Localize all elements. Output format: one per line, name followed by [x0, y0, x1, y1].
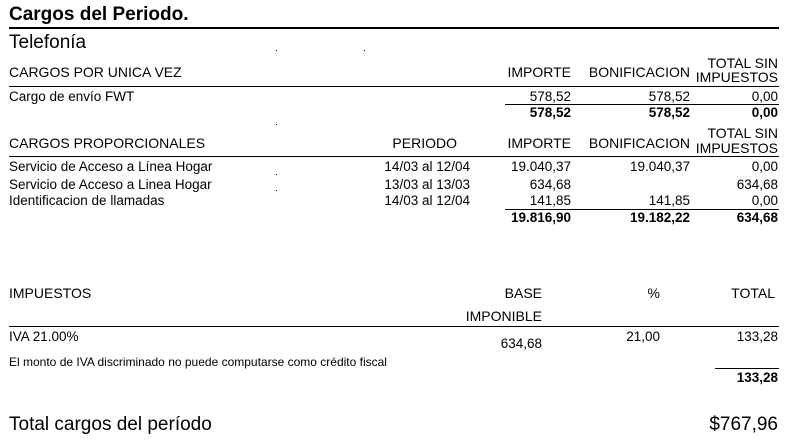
unica-header-importe: IMPORTE [507, 64, 571, 80]
imp-header-total: TOTAL [731, 285, 775, 301]
imp-note: El monto de IVA discriminado no puede computarse como crédito fiscal [9, 355, 387, 369]
unica-subtotal-bonificacion: 578,52 [648, 105, 690, 120]
section-title: Telefonía [9, 32, 87, 53]
prop-header-rule [9, 156, 779, 157]
imp-subtotal-rule [715, 368, 779, 369]
prop-subtotal-bonificacion: 19.182,22 [629, 210, 690, 225]
prop-row-periodo: 13/03 al 13/03 [384, 177, 470, 192]
title-rule [9, 27, 779, 29]
prop-row-importe: 634,68 [529, 177, 571, 192]
unica-subtotal-total: 0,00 [751, 105, 778, 120]
prop-header-total-1: TOTAL SIN [707, 125, 778, 141]
imp-row-desc: IVA 21.00% [9, 329, 79, 344]
prop-header-periodo: PERIODO [392, 135, 457, 151]
unica-header-label: CARGOS POR UNICA VEZ [9, 64, 182, 80]
prop-subtotal-total: 634,68 [736, 210, 778, 225]
scan-dot [276, 174, 277, 175]
imp-header-base-2: IMPONIBLE [465, 308, 542, 324]
prop-row-total: 0,00 [751, 159, 778, 174]
unica-header-bonificacion: BONIFICACION [588, 64, 690, 80]
prop-row-importe: 19.040,37 [510, 159, 571, 174]
imp-subtotal: 133,28 [736, 370, 778, 385]
prop-row-desc: Servicio de Acceso a Línea Hogar [9, 159, 213, 174]
unica-row-bonificacion: 578,52 [648, 89, 690, 104]
prop-row-desc: Identificacion de llamadas [9, 193, 165, 208]
prop-row-periodo: 14/03 al 12/04 [384, 193, 470, 208]
prop-row-desc: Servicio de Acceso a Linea Hogar [9, 177, 212, 192]
prop-header-bonificacion: BONIFICACION [588, 135, 690, 151]
unica-subtotal-importe: 578,52 [529, 105, 571, 120]
imp-header-base-1: BASE [504, 285, 542, 301]
imp-header-label: IMPUESTOS [9, 285, 92, 301]
total-value: $767,96 [709, 414, 778, 435]
unica-header-total-2: IMPUESTOS [695, 69, 778, 85]
scan-dot [276, 190, 277, 191]
imp-row-pct: 21,00 [626, 329, 660, 344]
prop-row-bonificacion: 19.040,37 [629, 159, 690, 174]
scan-dot [276, 124, 277, 125]
unica-header-total-1: TOTAL SIN [707, 55, 778, 71]
prop-row-bonificacion: 141,85 [648, 193, 690, 208]
scan-dot [364, 50, 365, 51]
imp-row-total: 133,28 [736, 329, 778, 344]
prop-row-total: 0,00 [751, 193, 778, 208]
prop-row-periodo: 14/03 al 12/04 [384, 159, 470, 174]
page-title: Cargos del Periodo. [9, 4, 189, 25]
unica-header-rule [9, 86, 779, 87]
prop-subtotal-importe: 19.816,90 [510, 210, 571, 225]
prop-header-importe: IMPORTE [507, 135, 571, 151]
unica-row-importe: 578,52 [529, 89, 571, 104]
imp-header-rule [9, 326, 779, 327]
scan-dot [276, 50, 277, 51]
unica-row-desc: Cargo de envío FWT [9, 89, 135, 104]
prop-header-total-2: IMPUESTOS [695, 140, 778, 156]
imp-header-pct: % [647, 285, 660, 301]
total-label: Total cargos del período [9, 414, 212, 435]
prop-row-total: 634,68 [736, 177, 778, 192]
prop-header-label: CARGOS PROPORCIONALES [9, 135, 206, 151]
prop-row-importe: 141,85 [529, 193, 571, 208]
unica-row-total: 0,00 [751, 89, 778, 104]
imp-row-base: 634,68 [500, 336, 542, 351]
